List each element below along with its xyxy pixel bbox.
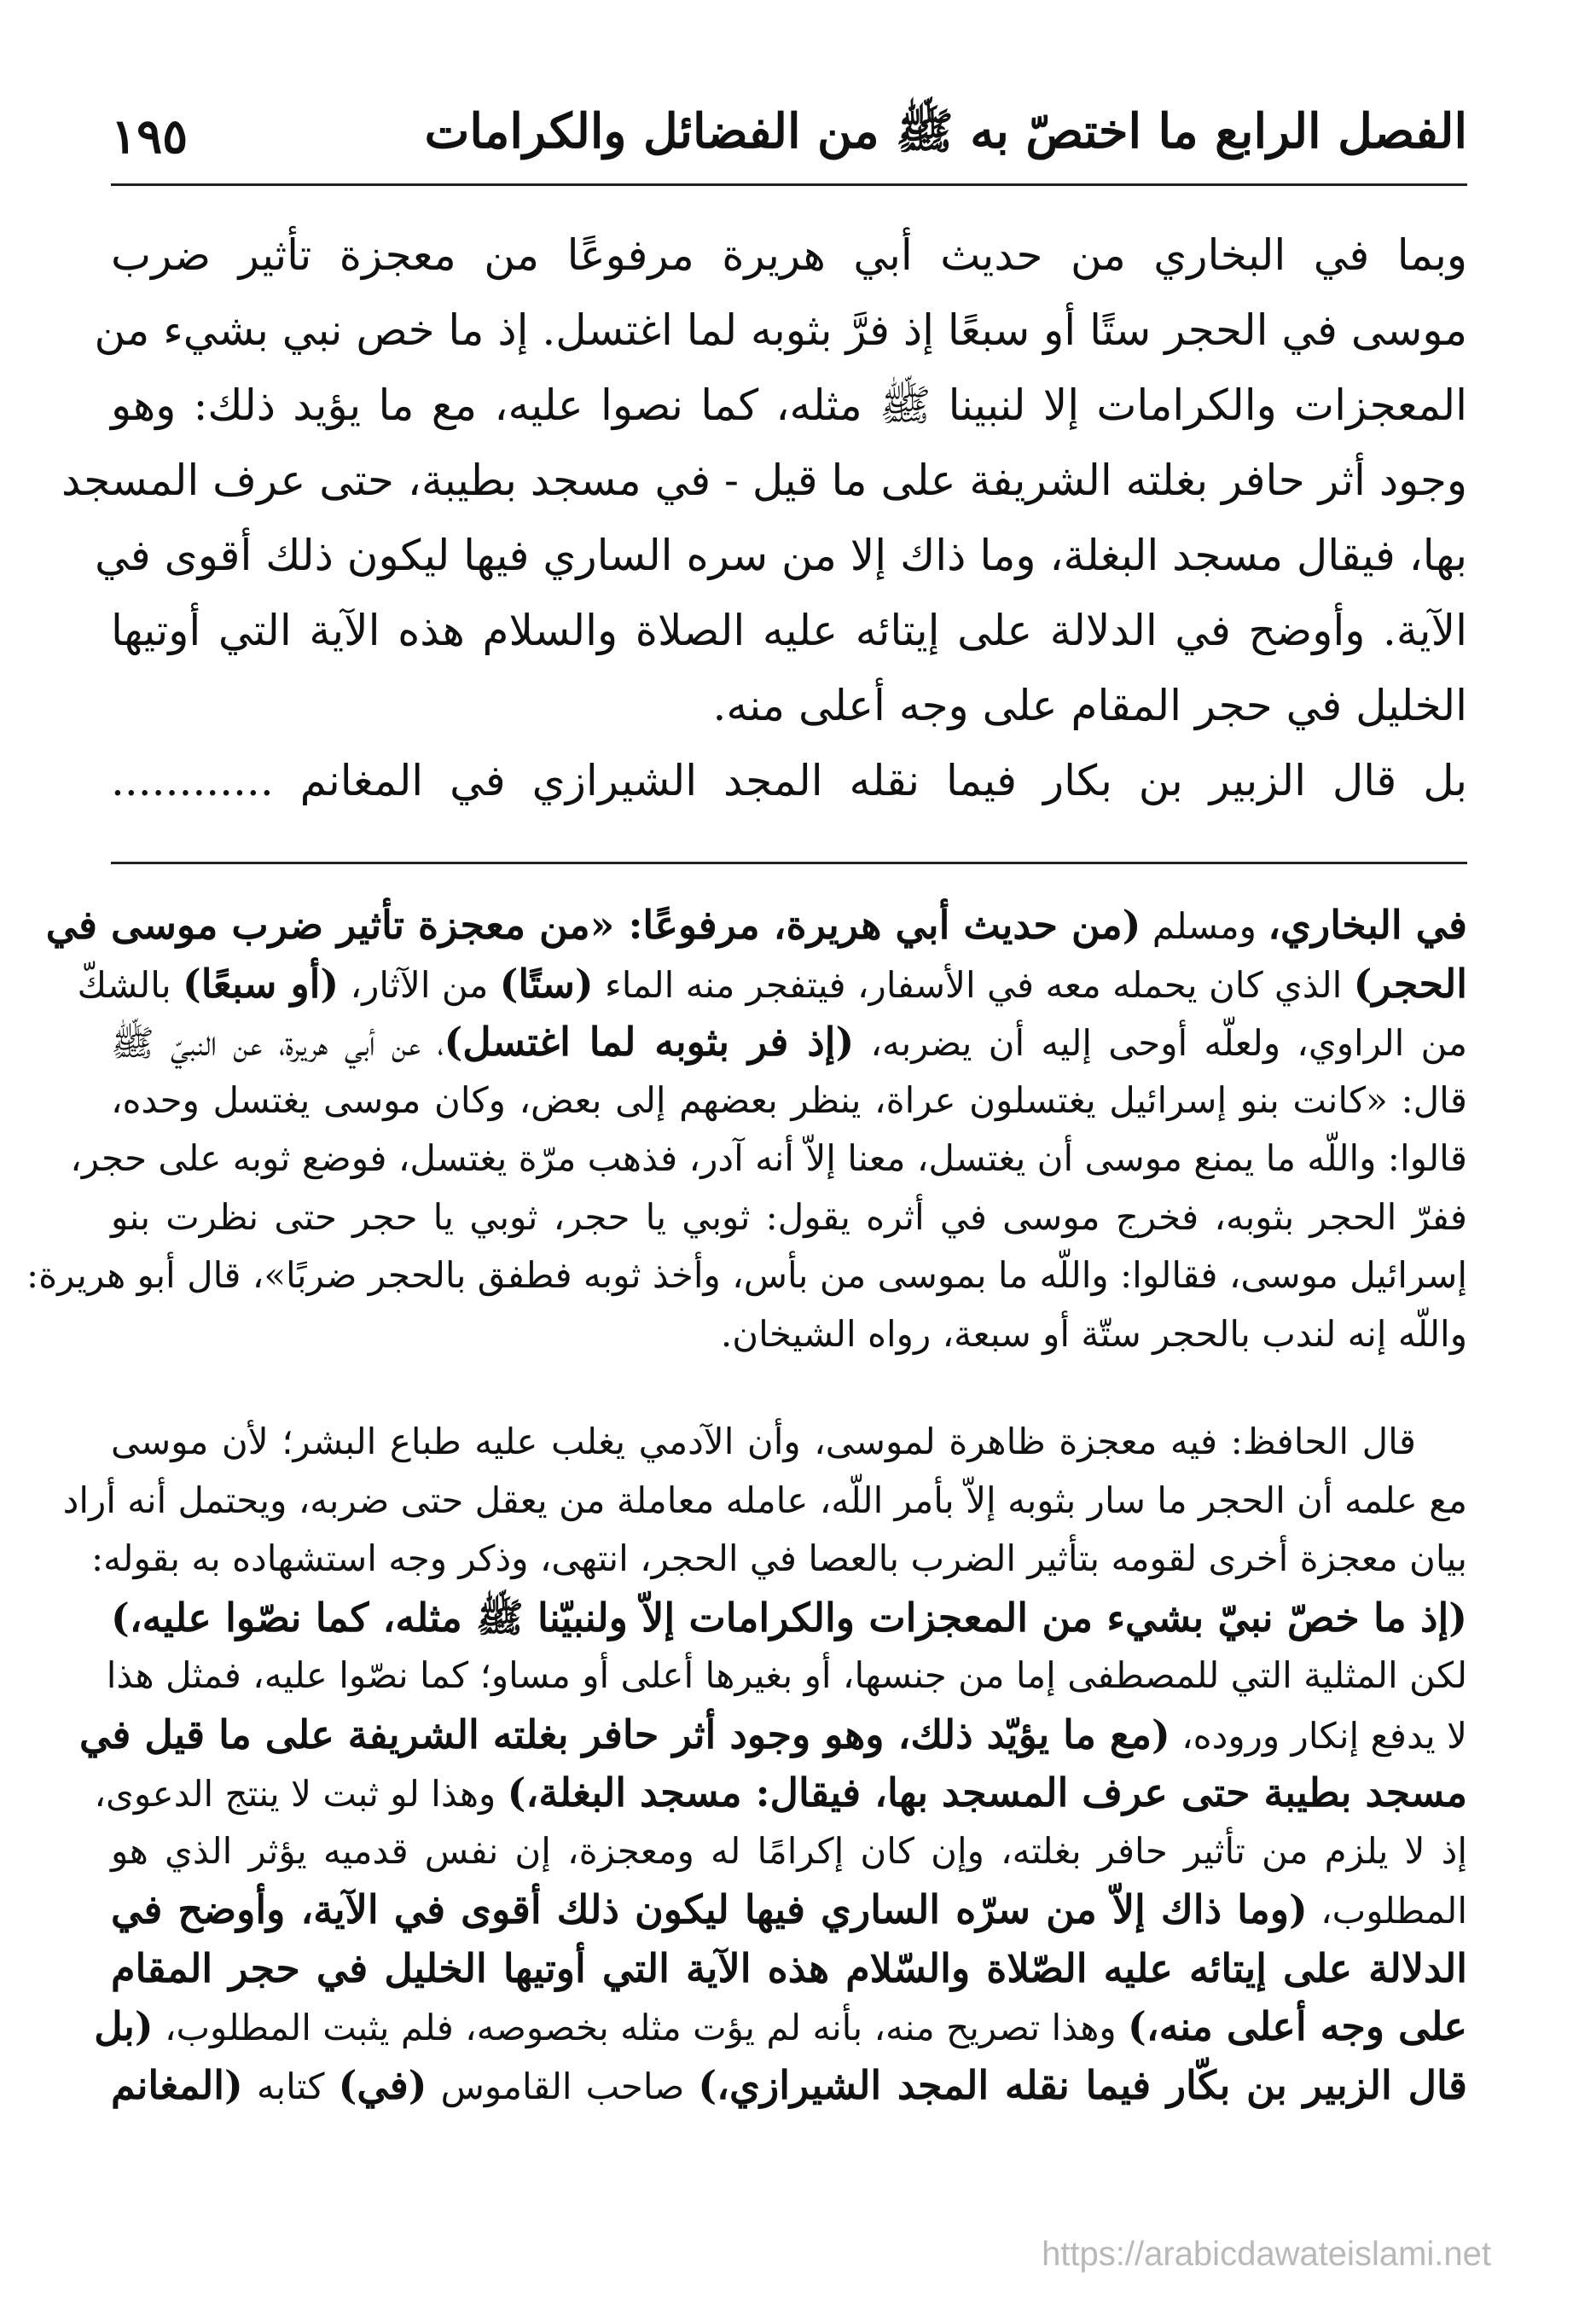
commentary-line (90, 1530, 1467, 1589)
commentary-line (111, 1589, 1467, 1647)
commentary-text: ، عن أبي هريرة، عن النبيّ ﷺ (111, 1022, 444, 1064)
commentary-text: قال: «كانت بنو إسرائيل يغتسلون عراة، ينظر بعضهم إلى بعض، وكان موسى يغتسل وحده، (111, 1078, 1467, 1121)
commentary-paragraph (62, 1413, 1468, 2114)
commentary-line (70, 1130, 1467, 1188)
main-line: المعجزات والكرامات إلا لنبينا ﷺ مثله، كما نصوا عليه، مع ما يؤيد ذلك: وهو (111, 381, 1467, 430)
commentary-line (111, 1013, 1467, 1072)
commentary-text: بالشكّ (77, 963, 183, 1006)
commentary-text: قالوا: واللّه ما يمنع موسى أن يغتسل، معنا إلاّ أنه آدر، فذهب مرّة يغتسل، فوضع ثوبه على حجر، (70, 1137, 1467, 1179)
commentary-line (111, 1880, 1467, 1939)
quoted-matn-text: (المغانم (111, 2061, 243, 2108)
quoted-matn-text: الدلالة على إيتائه عليه الصّلاة والسّلام هذه الآية التي أوتيها الخليل في حجر المقام (111, 1944, 1467, 1991)
running-header (111, 94, 1467, 179)
main-line: بها، فيقال مسجد البغلة، وما ذاك إلا من سره الساري فيها ليكون ذلك أقوى في (95, 531, 1467, 580)
commentary-line (111, 1188, 1467, 1247)
chapter-title: الفصل الرابع ما اختصّ به ﷺ من الفضائل والكرامات (424, 102, 1467, 160)
main-line: موسى في الحجر ستًا أو سبعًا إذ فرَّ بثوبه لما اغتسل. إذ ما خص نبي بشيء من (94, 305, 1467, 355)
commentary-text: صاحب القاموس (427, 2065, 699, 2107)
commentary-line (62, 1472, 1467, 1531)
main-line: الخليل في حجر المقام على وجه أعلى منه. (712, 681, 1467, 730)
quoted-matn-text: على وجه أعلى منه،) (1128, 2003, 1467, 2049)
commentary-line (111, 1305, 1467, 1364)
commentary-text: إسرائيل موسى، فقالوا: واللّه ما بموسى من بأس، وأخذ ثوبه فطفق بالحجر ضربًا»، قال أبو هريرة: (26, 1254, 1467, 1296)
main-line: وبما في البخاري من حديث أبي هريرة مرفوعًا من معجزة تأثير ضرب (111, 230, 1467, 280)
quoted-matn-text: (من حديث أبي هريرة، مرفوعًا: «من معجزة تأثير ضرب موسى في (45, 902, 1141, 948)
commentary-text: وهذا تصريح منه، بأنه لم يؤت مثله بخصوصه، فلم يثبت المطلوب، (153, 2007, 1129, 2048)
commentary-text: من الراوي، ولعلّه أوحى إليه أن يضربه، (854, 1022, 1467, 1064)
commentary-line (111, 1413, 1467, 1472)
quoted-matn-text: (وما ذاك إلاّ من سرّه الساري فيها ليكون ذلك أقوى في الآية، وأوضح في (111, 1886, 1308, 1932)
commentary-line (111, 1072, 1467, 1130)
commentary-text: بيان معجزة أخرى لقومه بتأثير الضرب بالعصا في الحجر، انتهى، وذكر وجه استشهاده به بقوله: (90, 1537, 1467, 1579)
commentary-text: قال الحافظ: فيه معجزة ظاهرة لموسى، وأن الآدمي يغلب عليه طباع البشر؛ لأن موسى (111, 1421, 1416, 1462)
commentary-line (111, 1939, 1467, 1998)
commentary-line (45, 896, 1467, 955)
quoted-matn-text: (مع ما يؤيّد ذلك، وهو وجود أثر حافر بغلته الشريفة على ما قيل في (79, 1711, 1170, 1758)
commentary-text: لا يدفع إنكار وروده، (1170, 1714, 1467, 1757)
main-line: الآية. وأوضح في الدلالة على إيتائه عليه الصلاة والسلام هذه الآية التي أوتيها (111, 606, 1467, 655)
commentary-line (94, 1997, 1467, 2056)
commentary-text: المطلوب، (1307, 1890, 1468, 1932)
quoted-matn-text: مسجد بطيبة حتى عرف المسجد بها، فيقال: مسجد البغلة،) (507, 1769, 1467, 1816)
main-line: وجود أثر حافر بغلته الشريفة على ما قيل - في مسجد بطيبة، حتى عرف المسجد (61, 456, 1467, 505)
commentary-line (111, 2056, 1467, 2115)
commentary-text: كتابه (242, 2065, 339, 2107)
quoted-matn-text: في البخاري، (1268, 902, 1467, 948)
commentary-text: مع علمه أن الحجر ما سار بثوبه إلاّ بأمر اللّه، عامله معاملة من يعقل حتى ضربه، ويحتمل أنه أراد (62, 1479, 1467, 1521)
commentary-text: ومسلم (1141, 905, 1268, 947)
quoted-matn-text: (في) (338, 2061, 427, 2108)
commentary (26, 896, 1468, 2114)
commentary-text: لكن المثلية التي للمصطفى إما من جنسها، أو بغيرها أعلى أو مساو؛ كما نصّوا عليه، فمثل هذا (106, 1654, 1467, 1696)
quoted-matn-text: (إذ ما خصّ نبيّ بشيء من المعجزات والكرامات إلاّ ولنبيّنا ﷺ مثله، كما نصّوا عليه،) (111, 1594, 1467, 1641)
separator-rule (111, 862, 1467, 864)
commentary-line (111, 1822, 1467, 1881)
commentary-text: الذي كان يحمله معه في الأسفار، فيتفجر منه الماء (593, 963, 1354, 1006)
commentary-text: وهذا لو ثبت لا ينتج الدعوى، (94, 1773, 508, 1815)
header-rule (111, 183, 1467, 186)
commentary-text: واللّه إنه لندب بالحجر ستّة أو سبعة، رواه الشيخان. (720, 1312, 1467, 1355)
quoted-matn-text: (ستًا) (499, 960, 594, 1007)
watermark-url: https://arabicdawateislami.net (1042, 2235, 1491, 2273)
quoted-matn-text: (بل (94, 2003, 154, 2049)
main-text (61, 218, 1467, 818)
commentary-line (106, 1647, 1467, 1705)
quoted-matn-text: (إذ فر بثوبه لما اغتسل) (444, 1019, 855, 1065)
main-line: بل قال الزبير بن بكار فيما نقله المجد الشيرازي في المغانم ............ (111, 756, 1467, 805)
commentary-line (79, 1705, 1467, 1764)
quoted-matn-text: الحجر) (1353, 960, 1467, 1007)
commentary-text: ففرّ الحجر بثوبه، فخرج موسى في أثره يقول: ثوبي يا حجر، ثوبي يا حجر حتى نظرت بنو (111, 1195, 1467, 1238)
commentary-text: إذ لا يلزم من تأثير حافر بغلته، وإن كان إكرامًا له ومعجزة، إن نفس قدميه يؤثر الذي هو (111, 1829, 1467, 1872)
page-number: ١٩٥ (111, 108, 189, 165)
commentary-text: من الآثار، (339, 963, 500, 1006)
quoted-matn-text: (أو سبعًا) (183, 960, 340, 1007)
commentary-line (77, 955, 1467, 1014)
quoted-matn-text: قال الزبير بن بكّار فيما نقله المجد الشيرازي،) (698, 2061, 1467, 2108)
commentary-line (94, 1763, 1467, 1822)
commentary-paragraph (26, 896, 1467, 1363)
commentary-line (26, 1246, 1467, 1305)
